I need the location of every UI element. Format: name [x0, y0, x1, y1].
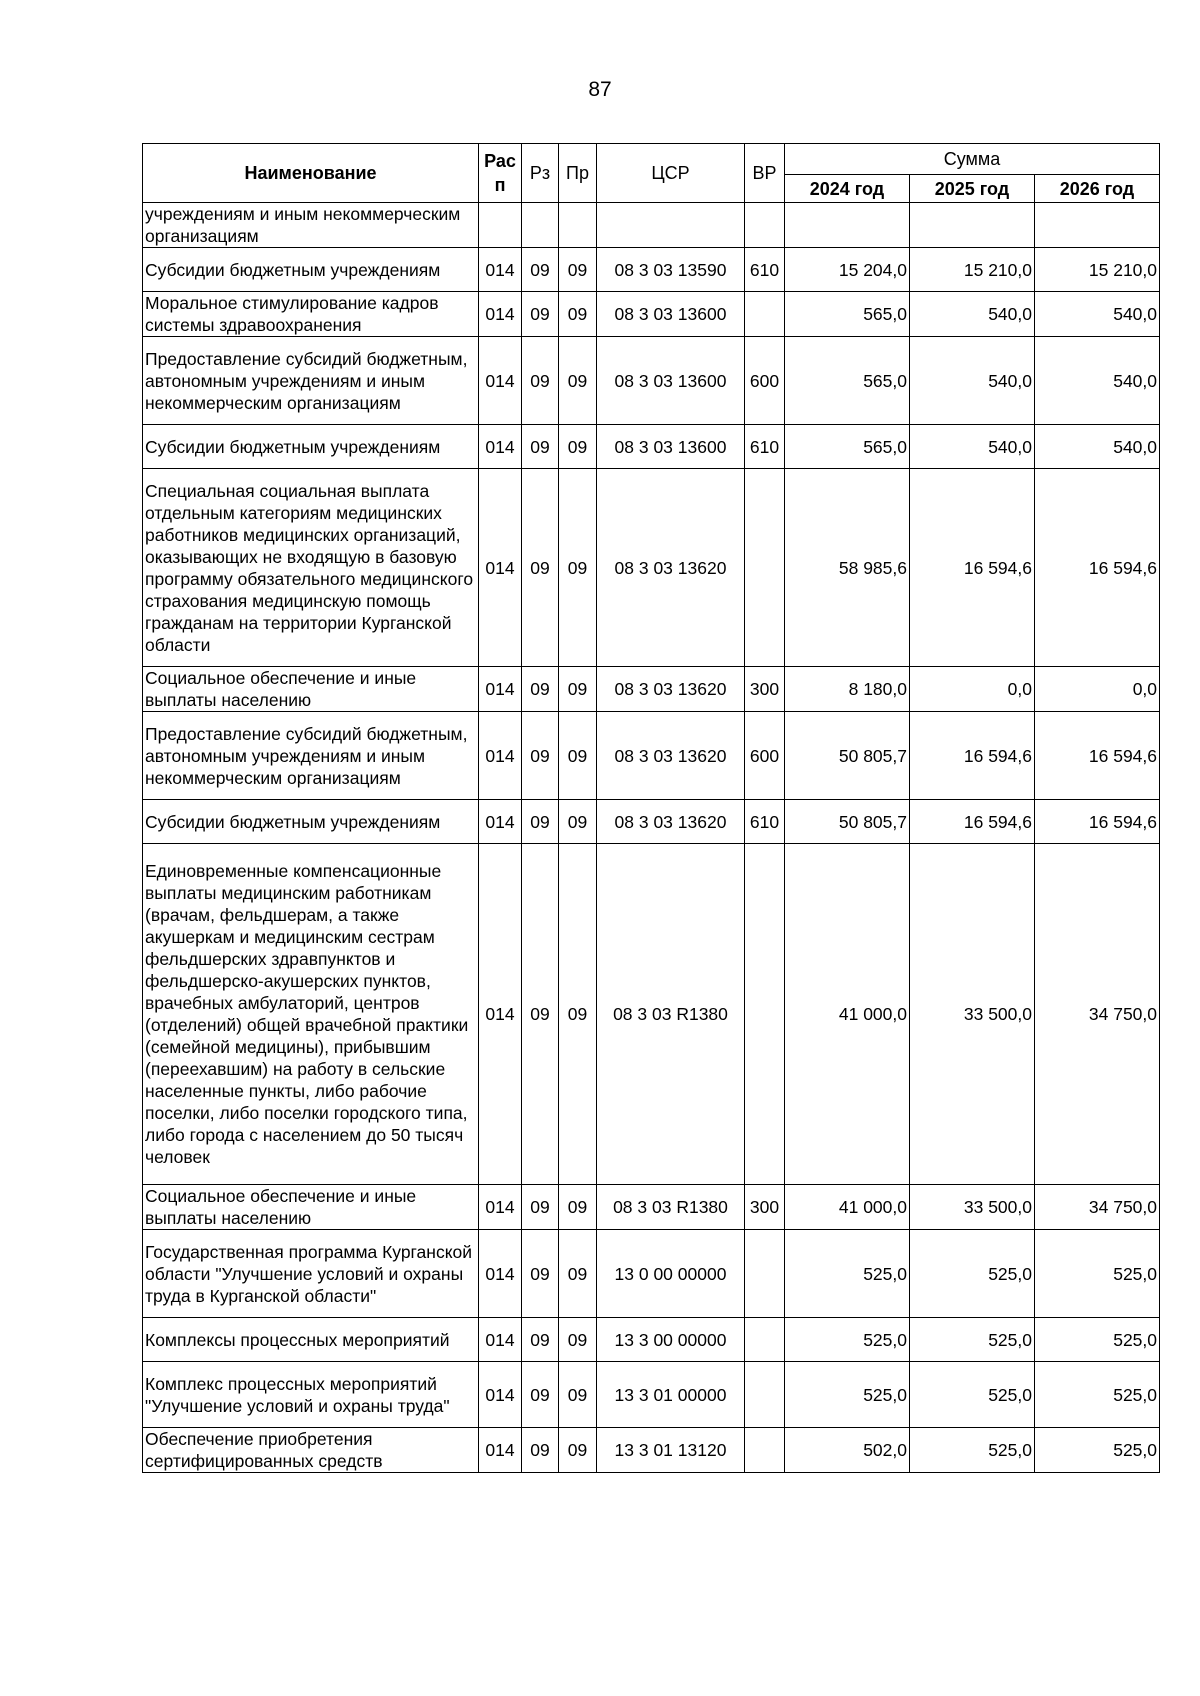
row-amount-2026: 16 594,6: [1035, 712, 1160, 800]
row-rz: 09: [522, 469, 559, 667]
row-amount-2026: 525,0: [1035, 1428, 1160, 1473]
row-pr: 09: [559, 667, 597, 712]
row-amount-2025: 540,0: [910, 425, 1035, 469]
table-row: [143, 1230, 1160, 1318]
row-amount-2025: 33 500,0: [910, 844, 1035, 1185]
row-amount-2024: 50 805,7: [785, 712, 910, 800]
row-amount-2024: 8 180,0: [785, 667, 910, 712]
row-vr: [745, 292, 785, 337]
table-row: [143, 203, 1160, 248]
row-rasp: 014: [479, 1428, 522, 1473]
row-csr: 08 3 03 13620: [597, 712, 745, 800]
row-name: Предоставление субсидий бюджетным, автономным учреждениям и иным некоммерческим организациям: [143, 337, 479, 425]
row-amount-2026: 34 750,0: [1035, 1185, 1160, 1230]
row-rz: 09: [522, 800, 559, 844]
row-amount-2026: [1035, 203, 1160, 248]
row-rasp: 014: [479, 667, 522, 712]
row-csr: 13 3 01 00000: [597, 1362, 745, 1428]
row-rasp: 014: [479, 292, 522, 337]
row-rasp: 014: [479, 712, 522, 800]
row-rasp: 014: [479, 844, 522, 1185]
row-amount-2024: 41 000,0: [785, 1185, 910, 1230]
row-vr: 600: [745, 337, 785, 425]
row-rz: 09: [522, 292, 559, 337]
row-amount-2025: 540,0: [910, 337, 1035, 425]
row-name: Комплексы процессных мероприятий: [143, 1318, 479, 1362]
row-rasp: 014: [479, 337, 522, 425]
row-pr: 09: [559, 844, 597, 1185]
row-amount-2024: 525,0: [785, 1318, 910, 1362]
row-rasp: 014: [479, 248, 522, 292]
row-rz: 09: [522, 337, 559, 425]
row-amount-2025: 0,0: [910, 667, 1035, 712]
row-rz: 09: [522, 1230, 559, 1318]
table-row: [143, 844, 1160, 1185]
row-amount-2024: 58 985,6: [785, 469, 910, 667]
table-row: [143, 667, 1160, 712]
table-row: [143, 1318, 1160, 1362]
row-vr: [745, 203, 785, 248]
row-amount-2026: 0,0: [1035, 667, 1160, 712]
row-amount-2026: 525,0: [1035, 1318, 1160, 1362]
row-vr: [745, 1362, 785, 1428]
row-name: Субсидии бюджетным учреждениям: [143, 248, 479, 292]
row-pr: 09: [559, 1428, 597, 1473]
row-rz: 09: [522, 844, 559, 1185]
row-name: Социальное обеспечение и иные выплаты населению: [143, 667, 479, 712]
row-amount-2024: 565,0: [785, 337, 910, 425]
row-csr: [597, 203, 745, 248]
row-name: Комплекс процессных мероприятий "Улучшение условий и охраны труда": [143, 1362, 479, 1428]
row-csr: 08 3 03 R1380: [597, 1185, 745, 1230]
row-vr: 600: [745, 712, 785, 800]
row-amount-2024: 565,0: [785, 425, 910, 469]
table-row: [143, 425, 1160, 469]
row-pr: 09: [559, 469, 597, 667]
row-pr: 09: [559, 1362, 597, 1428]
row-name: Субсидии бюджетным учреждениям: [143, 425, 479, 469]
row-name: Предоставление субсидий бюджетным, автономным учреждениям и иным некоммерческим организациям: [143, 712, 479, 800]
row-rasp: 014: [479, 469, 522, 667]
col-header-vr: ВР: [745, 144, 785, 203]
row-amount-2024: 502,0: [785, 1428, 910, 1473]
row-csr: 08 3 03 13620: [597, 667, 745, 712]
row-amount-2025: 525,0: [910, 1362, 1035, 1428]
row-pr: 09: [559, 1230, 597, 1318]
row-amount-2024: 525,0: [785, 1230, 910, 1318]
row-vr: [745, 1428, 785, 1473]
table-row: [143, 1362, 1160, 1428]
row-csr: 08 3 03 13620: [597, 800, 745, 844]
row-rz: 09: [522, 1318, 559, 1362]
col-header-2024: 2024 год: [785, 175, 910, 203]
row-name: Обеспечение приобретения сертифицированных средств: [143, 1428, 479, 1473]
row-name: Государственная программа Курганской области "Улучшение условий и охраны труда в Курганской области": [143, 1230, 479, 1318]
row-pr: 09: [559, 1185, 597, 1230]
table-row: [143, 248, 1160, 292]
row-name: Социальное обеспечение и иные выплаты населению: [143, 1185, 479, 1230]
row-amount-2025: 16 594,6: [910, 469, 1035, 667]
col-header-csr: ЦСР: [597, 144, 745, 203]
row-amount-2025: 15 210,0: [910, 248, 1035, 292]
row-name: Субсидии бюджетным учреждениям: [143, 800, 479, 844]
row-amount-2026: 16 594,6: [1035, 469, 1160, 667]
row-vr: [745, 1318, 785, 1362]
row-rz: 09: [522, 1362, 559, 1428]
col-header-sum: Сумма: [785, 144, 1160, 175]
row-amount-2026: 34 750,0: [1035, 844, 1160, 1185]
row-amount-2026: 525,0: [1035, 1230, 1160, 1318]
row-csr: 08 3 03 13590: [597, 248, 745, 292]
row-name: Специальная социальная выплата отдельным категориям медицинских работников медицинских организаций, оказывающих не входящую в базовую программу обязательного медицинского страхования медицинскую помощь гражданам на территории Курганской области: [143, 469, 479, 667]
row-amount-2024: 41 000,0: [785, 844, 910, 1185]
table-row: [143, 292, 1160, 337]
table-row: [143, 800, 1160, 844]
row-pr: 09: [559, 1318, 597, 1362]
table-row: [143, 1428, 1160, 1473]
budget-table: [142, 143, 1160, 1473]
row-pr: 09: [559, 712, 597, 800]
row-rasp: [479, 203, 522, 248]
row-amount-2024: 50 805,7: [785, 800, 910, 844]
row-amount-2025: [910, 203, 1035, 248]
row-amount-2025: 525,0: [910, 1318, 1035, 1362]
row-amount-2025: 33 500,0: [910, 1185, 1035, 1230]
row-rasp: 014: [479, 800, 522, 844]
row-name: Единовременные компенсационные выплаты медицинским работникам (врачам, фельдшерам, а также акушеркам и медицинским сестрам фельдшерских здравпунктов и фельдшерско-акушерских пунктов, врачебных амбулаторий, центров (отделений) общей врачебной практики (семейной медицины), прибывшим (переехавшим) на работу в сельские населенные пункты, либо рабочие поселки, либо поселки городского типа, либо города с населением до 50 тысяч человек: [143, 844, 479, 1185]
row-amount-2025: 16 594,6: [910, 712, 1035, 800]
col-header-name: Наименование: [143, 144, 479, 203]
row-rz: 09: [522, 1185, 559, 1230]
row-rz: 09: [522, 248, 559, 292]
row-csr: 13 3 00 00000: [597, 1318, 745, 1362]
row-rasp: 014: [479, 1185, 522, 1230]
row-rasp: 014: [479, 425, 522, 469]
row-amount-2026: 16 594,6: [1035, 800, 1160, 844]
row-amount-2026: 540,0: [1035, 337, 1160, 425]
row-amount-2026: 525,0: [1035, 1362, 1160, 1428]
row-amount-2024: 525,0: [785, 1362, 910, 1428]
row-rasp: 014: [479, 1318, 522, 1362]
row-rz: 09: [522, 667, 559, 712]
row-amount-2024: [785, 203, 910, 248]
table-row: [143, 1185, 1160, 1230]
header-row: [143, 144, 1160, 175]
row-csr: 08 3 03 13600: [597, 425, 745, 469]
table-row: [143, 337, 1160, 425]
row-pr: 09: [559, 337, 597, 425]
row-pr: 09: [559, 292, 597, 337]
table-row: [143, 469, 1160, 667]
row-rz: [522, 203, 559, 248]
row-csr: 08 3 03 13600: [597, 337, 745, 425]
row-amount-2025: 525,0: [910, 1230, 1035, 1318]
row-amount-2024: 565,0: [785, 292, 910, 337]
row-vr: [745, 844, 785, 1185]
row-vr: 300: [745, 667, 785, 712]
row-vr: [745, 1230, 785, 1318]
row-vr: 610: [745, 800, 785, 844]
col-header-rasp: Рас п: [479, 144, 522, 203]
page-number: 87: [588, 78, 612, 101]
row-csr: 08 3 03 13600: [597, 292, 745, 337]
row-name: Моральное стимулирование кадров системы здравоохранения: [143, 292, 479, 337]
row-csr: 13 0 00 00000: [597, 1230, 745, 1318]
row-rz: 09: [522, 425, 559, 469]
row-csr: 08 3 03 R1380: [597, 844, 745, 1185]
row-vr: [745, 469, 785, 667]
row-pr: 09: [559, 248, 597, 292]
row-vr: 300: [745, 1185, 785, 1230]
row-pr: 09: [559, 800, 597, 844]
row-amount-2026: 540,0: [1035, 292, 1160, 337]
col-header-2025: 2025 год: [910, 175, 1035, 203]
row-name: учреждениям и иным некоммерческим организациям: [143, 203, 479, 248]
row-vr: 610: [745, 425, 785, 469]
row-amount-2025: 16 594,6: [910, 800, 1035, 844]
row-csr: 08 3 03 13620: [597, 469, 745, 667]
row-pr: [559, 203, 597, 248]
row-amount-2024: 15 204,0: [785, 248, 910, 292]
row-rasp: 014: [479, 1362, 522, 1428]
row-rz: 09: [522, 712, 559, 800]
col-header-rz: Рз: [522, 144, 559, 203]
row-vr: 610: [745, 248, 785, 292]
row-amount-2025: 540,0: [910, 292, 1035, 337]
row-csr: 13 3 01 13120: [597, 1428, 745, 1473]
row-pr: 09: [559, 425, 597, 469]
row-amount-2025: 525,0: [910, 1428, 1035, 1473]
row-rz: 09: [522, 1428, 559, 1473]
col-header-2026: 2026 год: [1035, 175, 1160, 203]
col-header-pr: Пр: [559, 144, 597, 203]
row-amount-2026: 15 210,0: [1035, 248, 1160, 292]
row-rasp: 014: [479, 1230, 522, 1318]
row-amount-2026: 540,0: [1035, 425, 1160, 469]
table-row: [143, 712, 1160, 800]
